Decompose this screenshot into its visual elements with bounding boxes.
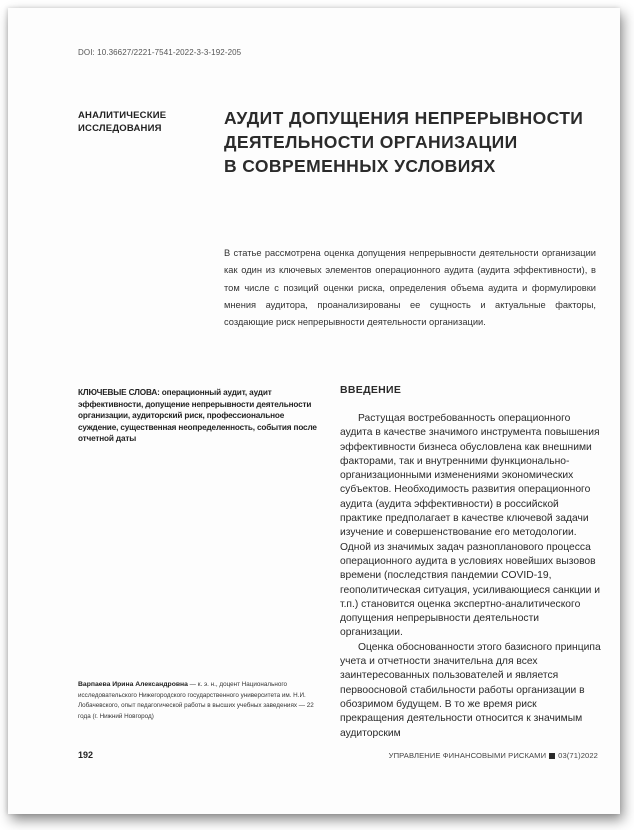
keywords: КЛЮЧЕВЫЕ СЛОВА: операционный аудит, аудит эффективности, допущение непрерывности деятельности организации, аудиторский риск, профессиональное суждение, существенная неопределенность, события после отчетной даты: [78, 388, 317, 443]
section-label: [78, 109, 198, 135]
body-text: [340, 412, 602, 741]
section-label-line-1: АНАЛИТИЧЕСКИЕ: [78, 110, 167, 121]
journal-name: УПРАВЛЕНИЕ ФИНАНСОВЫМИ РИСКАМИ: [388, 751, 547, 760]
page-number: 192: [78, 750, 94, 760]
section-label-line-2: ИССЛЕДОВАНИЯ: [78, 123, 162, 134]
author-info: — к. э. н., доцент Национального исследовательского Нижегородского государственного университета им. Н.И. Лобачевского, опыт педагогической работы в высших учебных заведениях — 22 года (г. Нижний Новгород): [78, 681, 314, 720]
author-name: Варпаева Ирина Александровна: [78, 681, 188, 688]
title-line-1: АУДИТ ДОПУЩЕНИЯ НЕПРЕРЫВНОСТИ: [224, 108, 584, 128]
author-note: [78, 680, 323, 722]
intro-heading: ВВЕДЕНИЕ: [340, 384, 402, 396]
title-line-2: ДЕЯТЕЛЬНОСТИ ОРГАНИЗАЦИИ: [224, 132, 518, 152]
journal-footer: [389, 751, 598, 760]
paragraph-1: Растущая востребованность операционного аудита в качестве значимого инструмента повышения эффективности бизнеса обусловлена как внешними факторами, так и внутренними функционально-организационными изменениями экономических субъектов. Необходимость развития операционного аудита (аудита эффективности) в российской практике предполагает в качестве ключевой задачи изучение и совершенствование его методологии. Одной из значимых задач разнопланового процесса операционного аудита в условиях новейших вызовов времени (последствия пандемии COVID-19, геополитическая ситуация, усиливающиеся санкции и т.п.) становится оценка экспертно-аналитического допущения непрерывности деятельности организации.: [340, 413, 600, 639]
journal-issue: 03(71)2022: [558, 751, 598, 760]
journal-page: [8, 8, 620, 814]
doi-line: DOI: 10.36627/2221-7541-2022-3-3-192-205: [78, 48, 242, 57]
abstract: В статье рассмотрена оценка допущения непрерывности деятельности организации как один из ключевых элементов операционного аудита (аудита эффективности), в том числе с позиций оценки риска, определения объема аудита и формулировки мнения аудитора, проанализированы ее сущность и актуальные факторы, создающие риск непрерывности деятельности организации.: [224, 248, 596, 328]
article-title: [224, 106, 604, 178]
square-bullet-icon: [549, 753, 555, 759]
title-line-3: В СОВРЕМЕННЫХ УСЛОВИЯХ: [224, 156, 496, 176]
paragraph-2: Оценка обоснованности этого базисного принципа учета и отчетности значительна для всех заинтересованных пользователей и является первоосновой стабильности работы организации в обозримом будущем. В то же время риск прекращения деятельности относится к значимым аудиторским: [340, 641, 601, 739]
